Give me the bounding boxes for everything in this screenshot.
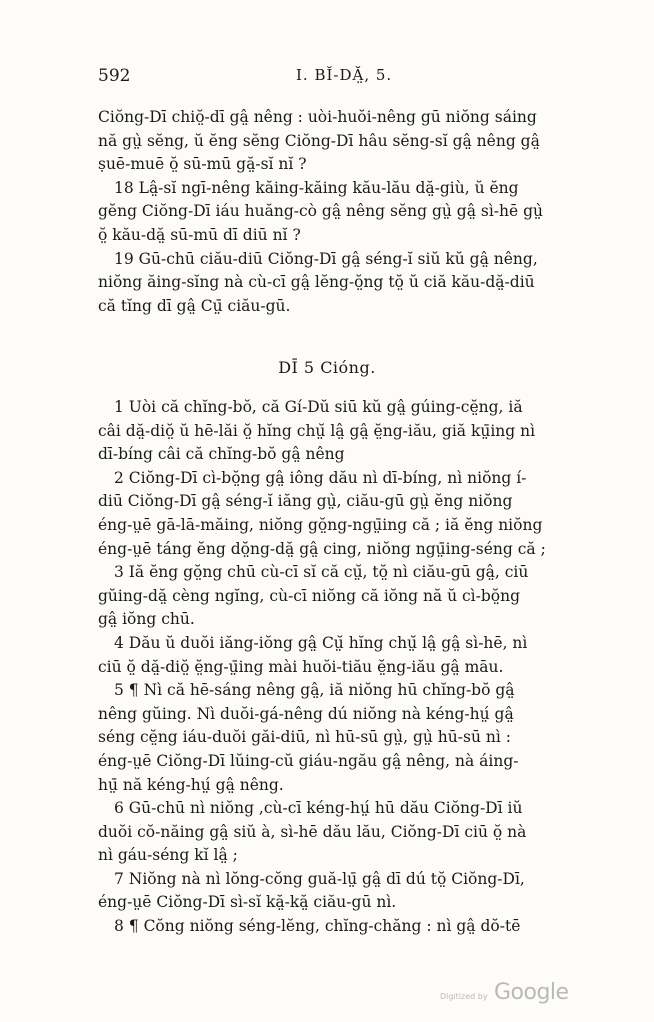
text-line: niŏng ăing-sĭng nà cù-cī gâ̤ lĕng-ŏ̤ng tŏ̤ ŭ ciă kău-dă̤-diū xyxy=(98,273,535,292)
verse-1-start: 1 Uòi că chĭng-bŏ, că Gí-Dŭ siū kŭ gâ̤ gúing-cĕ̤ng, iă xyxy=(114,398,523,416)
verse-6-start: 6 Gū-chū nì niŏng ,cù-cī kéng-hṳ́ hū dău Ciŏng-Dī iŭ xyxy=(114,799,523,818)
text-line: duŏi cŏ-năing gâ̤ siŭ à, sì-hē dău lău, Ciŏng-Dī ciū ŏ̤ nà xyxy=(98,822,527,841)
page-header xyxy=(98,66,580,90)
verse-18-start: 18 Lâ̤-sĭ ngī-nêng kăing-kăing kău-lău dă̤-giù, ŭ ĕng xyxy=(114,178,519,197)
verse-3-start: 3 Iă ĕng gŏ̤ng chū cù-cī sĭ că cṳ̆, tŏ̤ nì ciău-gū gâ̤, ciū xyxy=(114,563,529,582)
text-line: séng cĕ̤ng iáu-duŏi găi-diū, nì hū-sū gṳ̀, gṳ̀ hū-sū nì : xyxy=(98,728,511,747)
chapter-text-block xyxy=(98,396,584,939)
text-line: éng-ṳē Ciŏng-Dī sì-sĭ kă̤-kă̤ ciău-gū nì. xyxy=(98,893,397,912)
text-line: éng-ṳē gā-lā-măing, niŏng gŏ̤ng-ngṳ̄ing că ; iă ĕng niŏng xyxy=(98,515,543,534)
text-line: nă gṳ̀ sĕng, ŭ ĕng sĕng Ciŏng-Dī hâu sĕng-sĭ gâ̤ nêng gâ̤ xyxy=(98,131,540,150)
text-line: éng-ṳē Ciŏng-Dī lŭing-cŭ giáu-ngău gâ̤ nêng, nà áing- xyxy=(98,751,519,770)
verse-4-start: 4 Dău ŭ duŏi iăng-iŏng gâ̤ Cṳ̆ hĭng chṳ̆ lâ̤ gâ̤ sì-hē, nì xyxy=(114,633,528,652)
text-line: dī-bíng câi că chĭng-bŏ gâ̤ nêng xyxy=(98,445,345,464)
verse-8-start: 8 ¶ Cŏng niŏng séng-lĕng, chĭng-chăng : nì gâ̤ dŏ-tē xyxy=(114,917,521,936)
chapter-heading: DĪ 5 Cióng. xyxy=(278,358,376,377)
text-line: hṳ̄ nă kéng-hṳ́ gâ̤ nêng. xyxy=(98,775,284,794)
text-line: nì gáu-séng kĭ lâ̤ ; xyxy=(98,846,238,865)
verse-5-start: 5 ¶ Nì că hē-sáng nêng gâ̤, iă niŏng hū chĭng-bŏ gâ̤ xyxy=(114,681,515,700)
text-line: câi dă̤-diŏ̤ ŭ hē-lăi ŏ̤ hĭng chṳ̆ lâ̤ gâ̤ ĕ̤ng-iău, giă kṳ̄ing nì xyxy=(98,421,536,440)
watermark-google-logo: Google xyxy=(494,980,569,1005)
text-line: Ciŏng-Dī chiŏ̤-dī gâ̤ nêng : uòi-huŏi-nêng gū niŏng sáing xyxy=(98,108,537,126)
page-number: 592 xyxy=(98,66,131,86)
text-line: ciū ŏ̤ dă̤-diŏ̤ ĕ̤ng-ṳ̄ing mài huŏi-tiău ĕ̤ng-iău gâ̤ māu. xyxy=(98,657,504,676)
text-line: éng-ṳē táng ĕng dŏ̤ng-dă̤ gâ̤ cing, niŏng ngṳ̄ing-séng că ; xyxy=(98,539,546,558)
text-line: ṣuē-muē ŏ̤ sū-mū gă̤-sĭ nĭ ? xyxy=(98,155,307,174)
running-title: I. BĬ-DĂ̤, 5. xyxy=(296,66,393,84)
text-line: gŭing-dă̤ cèng ngĭng, cù-cī niŏng că iŏng nă ŭ cì-bŏ̤ng xyxy=(98,586,521,605)
verse-2-start: 2 Ciŏng-Dī cì-bŏ̤ng gâ̤ iông dău nì dī-bíng, nì niŏng í- xyxy=(114,468,527,487)
text-line: gĕng Ciŏng-Dī iáu huăng-cò gâ̤ nêng sĕng gṳ̀ gâ̤ sì-hē gṳ̀ xyxy=(98,202,544,221)
continued-text-block xyxy=(98,106,584,318)
text-line: diū Ciŏng-Dī gâ̤ séng-ĭ iăng gṳ̀, ciău-gū gṳ̀ ĕng niŏng xyxy=(98,492,513,511)
digitized-watermark xyxy=(440,980,590,1010)
text-line: gâ̤ iŏng chū. xyxy=(98,610,195,629)
verse-7-start: 7 Niŏng nà nì lŏng-cŏng guă-lṳ̄ gâ̤ dī dú tŏ̤ Ciŏng-Dī, xyxy=(114,869,525,888)
text-line: ŏ̤ kău-dă̤ sū-mū dī diū nĭ ? xyxy=(98,225,301,244)
text-line: că tĭng dī gâ̤ Cṳ̄ ciău-gū. xyxy=(98,296,291,315)
verse-19-start: 19 Gū-chū ciău-diū Ciŏng-Dī gâ̤ séng-ĭ siŭ kŭ gâ̤ nêng, xyxy=(114,249,538,268)
text-line: nêng gŭing. Nì duŏi-gá-nêng dú niŏng nà kéng-hṳ́ gâ̤ xyxy=(98,704,514,723)
watermark-digitized-by: Digitized by xyxy=(440,992,488,1001)
